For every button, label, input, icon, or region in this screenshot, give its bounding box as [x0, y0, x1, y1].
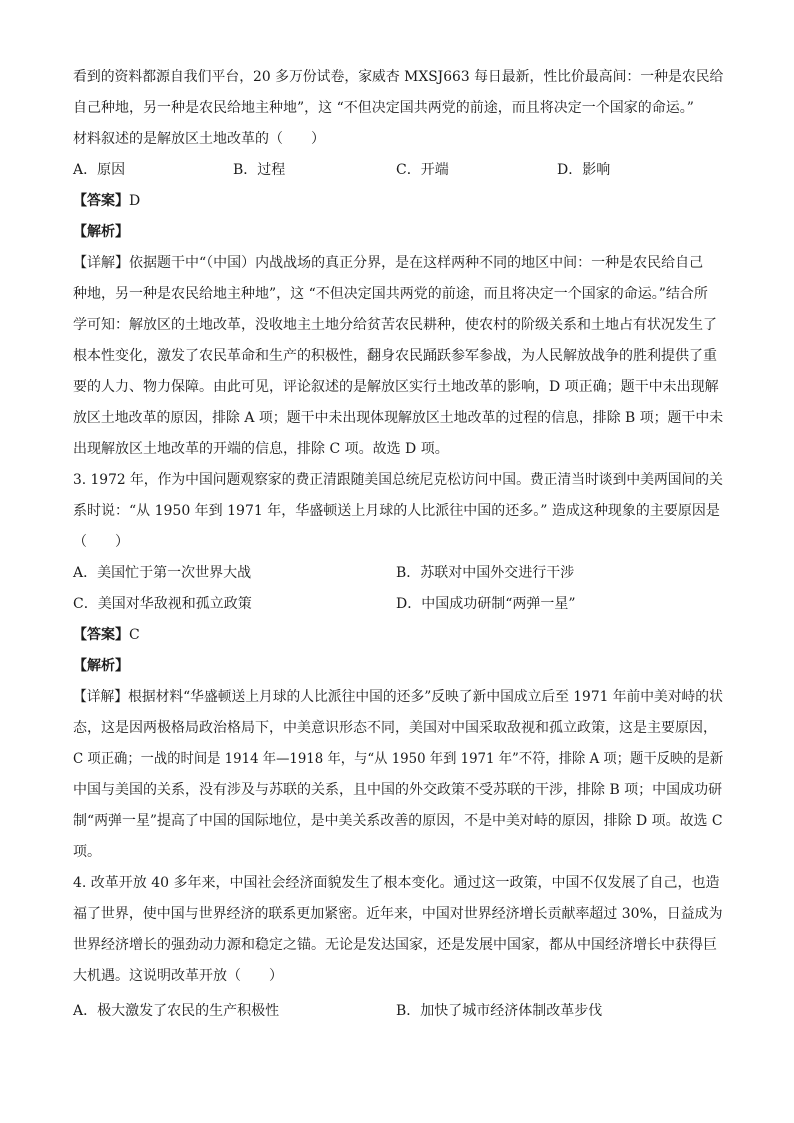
q3-analysis-label: 【解析】: [73, 658, 129, 674]
q2-detail-line-4: 根本性变化，激发了农民革命和生产的积极性，翻身农民踊跃参军参战，为人民解放战争的胜利提供了重: [73, 348, 717, 364]
q3-stem-line-2: 系时说：“从 1950 年到 1971 年，华盛顿送上月球的人比派往中国的还多。” 造成这种现象的主要原因是: [73, 503, 720, 519]
q3-answer-value: C: [129, 627, 140, 643]
q4-stem-line-3: 世界经济增长的强劲动力源和稳定之锚。无论是发达国家，还是发展中国家，都从中国经济增长中获得巨: [73, 937, 717, 953]
q3-detail-line-4: 中国与美国的关系，没有涉及与苏联的关系，且中国的外交政策不受苏联的干涉，排除 B 项；中国成功研: [73, 782, 723, 798]
q3-stem-line-3: （ ）: [73, 534, 129, 550]
q3-detail-line-3: C 项正确；一战的时间是 1914 年—1918 年，与“从 1950 年到 1971 年”不符，排除 A 项；题干反映的是新: [73, 751, 724, 767]
q2-detail-line-7: 出现解放区土地改革的开端的信息，排除 C 项。故选 D 项。: [73, 441, 449, 457]
q2-stem-line-1: 看到的资料都源自我们平台，20 多万份试卷，家威杏 MXSJ663 每日最新，性比价最高间：一种是农民给: [73, 69, 724, 85]
q3-option-b: B．苏联对中国外交进行干涉: [396, 565, 575, 581]
q3-stem-line-1: 3. 1972 年，作为中国问题观察家的费正清跟随美国总统尼克松访问中国。费正清当时谈到中美两国间的关: [73, 472, 723, 488]
q2-option-a: A．原因: [73, 162, 126, 178]
q3-detail-line-1: 【详解】根据材料“华盛顿送上月球的人比派往中国的还多”反映了新中国成立后至 1971 年前中美对峙的状: [73, 689, 723, 705]
q2-analysis-label: 【解析】: [73, 224, 129, 240]
q2-detail-line-2: 种地，另一种是农民给地主种地”，这 “不但决定国共两党的前途，而且将决定一个国家的命运。”结合所: [73, 286, 708, 302]
q4-stem-line-2: 福了世界，使中国与世界经济的联系更加紧密。近年来，中国对世界经济增长贡献率超过 30%，日益成为: [73, 906, 723, 922]
q4-option-b: B．加快了城市经济体制改革步伐: [396, 1003, 603, 1019]
q2-detail-line-3: 学可知：解放区的土地改革，没收地主土地分给贫苦农民耕种，使农村的阶级关系和土地占有状况发生了: [73, 317, 717, 333]
q2-stem-line-2: 自己种地，另一种是农民给地主种地”，这 “不但决定国共两党的前途，而且将决定一个国家的命运。”: [73, 100, 694, 116]
q2-detail-line-5: 要的人力、物力保障。由此可见，评论叙述的是解放区实行土地改革的影响，D 项正确；题干中未出现解: [73, 379, 719, 395]
q2-stem-line-3: 材料叙述的是解放区土地改革的（ ）: [73, 131, 325, 147]
q2-detail-line-6: 放区土地改革的原因，排除 A 项；题干中未出现体现解放区土地改革的过程的信息，排除 B 项；题干中未: [73, 410, 724, 426]
q2-answer-label: 【答案】: [73, 193, 129, 209]
q3-option-c: C．美国对华敌视和孤立政策: [73, 596, 252, 612]
q2-answer: [73, 191, 723, 211]
q3-detail-line-2: 态，这是因两极格局政治格局下，中美意识形态不同，美国对中国采取敌视和孤立政策，这是主要原因，: [73, 720, 717, 736]
q4-option-a: A．极大激发了农民的生产积极性: [73, 1003, 280, 1019]
q2-answer-value: D: [129, 193, 141, 209]
q2-option-d: D．影响: [557, 162, 611, 178]
q2-option-c: C．开端: [396, 162, 449, 178]
q2-option-b: B．过程: [233, 162, 286, 178]
q3-option-d: D．中国成功研制“两弹一星”: [396, 596, 576, 612]
q3-option-a: A．美国忙于第一次世界大战: [73, 565, 252, 581]
q3-answer-label: 【答案】: [73, 627, 129, 643]
q4-stem-line-1: 4. 改革开放 40 多年来，中国社会经济面貌发生了根本变化。通过这一政策，中国不仅发展了自己，也造: [73, 875, 720, 891]
q3-detail-line-6: 项。: [73, 844, 101, 860]
q2-detail-line-1: 【详解】依据题干中“（中国）内战战场的真正分界，是在这样两种不同的地区中间：一种是农民给自己: [73, 255, 704, 271]
q4-stem-line-4: 大机遇。这说明改革开放（ ）: [73, 968, 283, 984]
q3-detail-line-5: 制“两弹一星”提高了中国的国际地位，是中美关系改善的原因，不是中美对峙的原因，排除 D 项。故选 C: [73, 813, 723, 829]
q3-answer: [73, 625, 723, 645]
